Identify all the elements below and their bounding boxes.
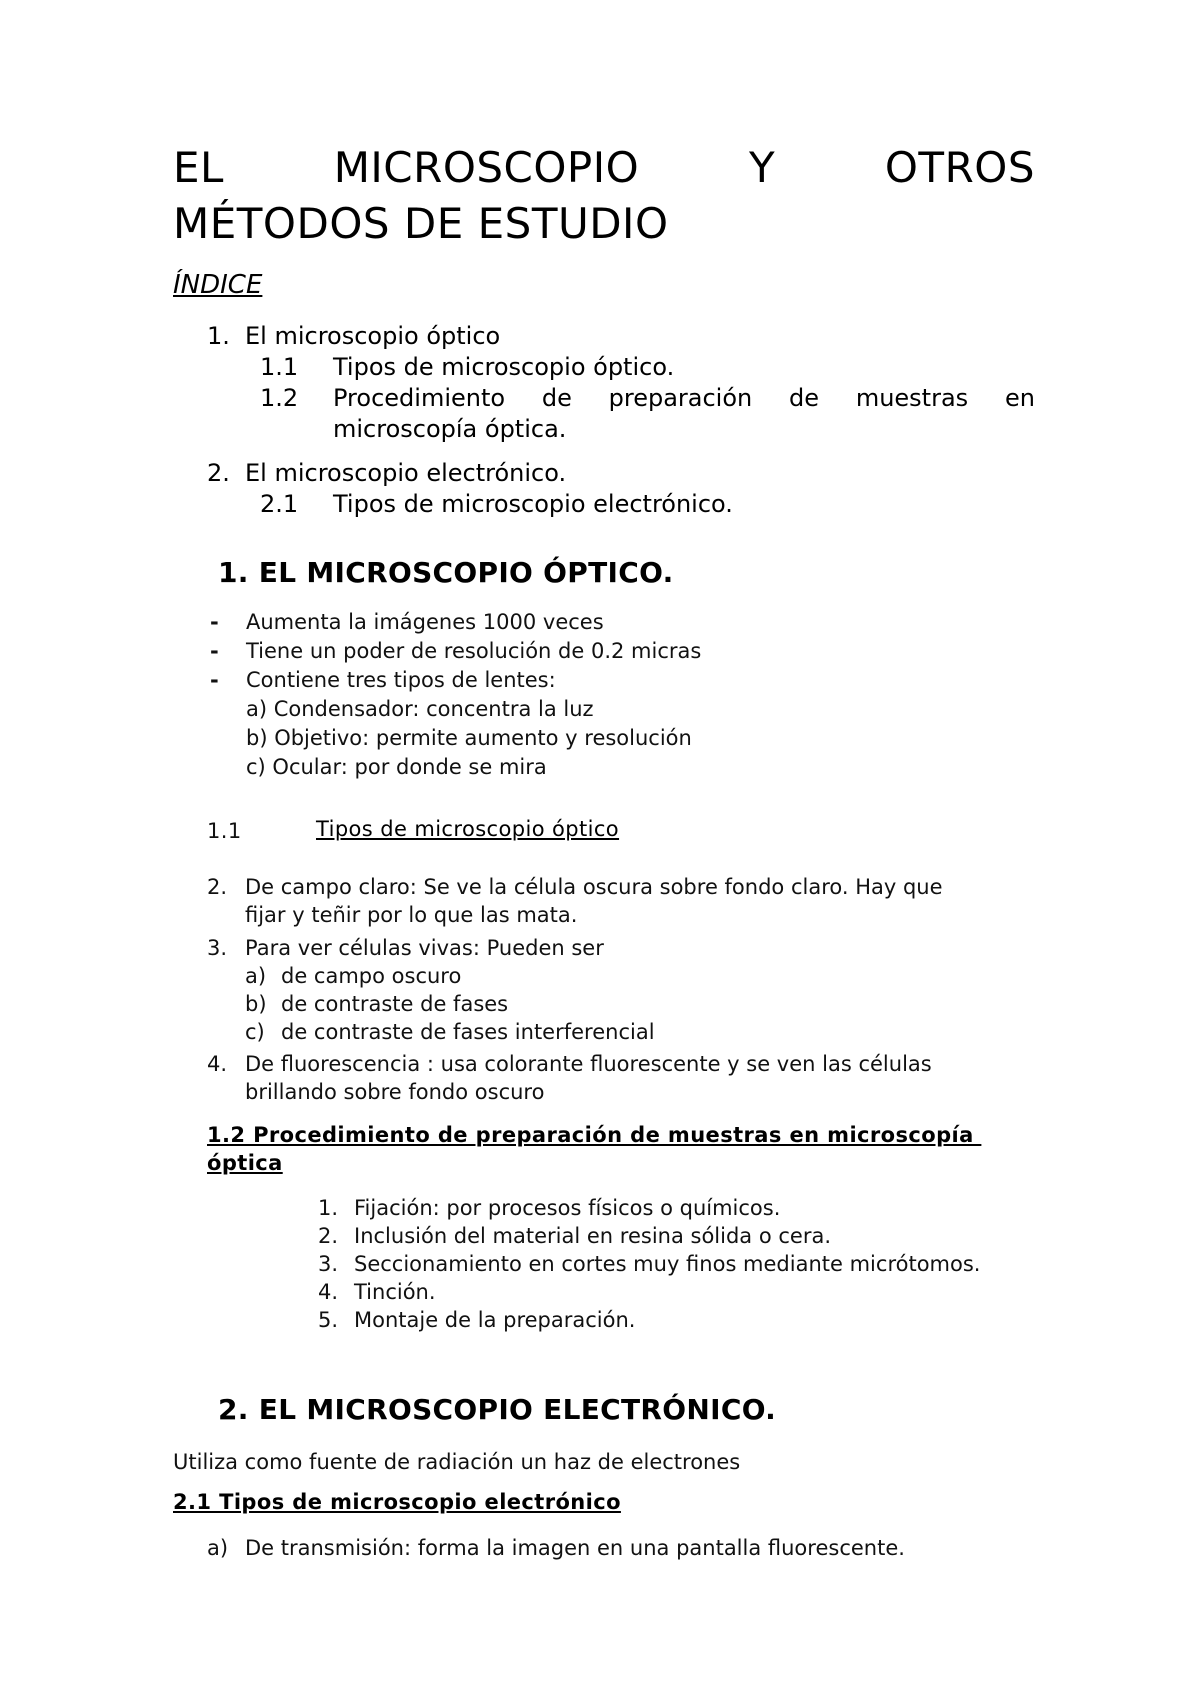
numbered-item bbox=[207, 934, 604, 962]
dash-marker: - bbox=[210, 639, 219, 663]
item-text: De transmisión: forma la imagen en una pantalla fluorescente. bbox=[245, 1536, 905, 1560]
index-label: ÍNDICE bbox=[173, 270, 263, 300]
lettered-subitem bbox=[245, 1018, 655, 1046]
step-number: 2. bbox=[318, 1224, 339, 1248]
item-text: De fluorescencia : usa colorante fluorescente y se ven las células bbox=[245, 1052, 932, 1076]
toc-item bbox=[207, 321, 500, 352]
step-text: Seccionamiento en cortes muy finos mediante micrótomos. bbox=[354, 1252, 981, 1276]
subsection-title: 2.1 Tipos de microscopio electrónico bbox=[173, 1490, 621, 1514]
subsection-title: Tipos de microscopio óptico bbox=[316, 817, 620, 841]
step-text: Tinción. bbox=[354, 1280, 436, 1304]
step-number: 5. bbox=[318, 1308, 339, 1332]
toc-number: 2.1 bbox=[260, 490, 299, 518]
numbered-item-continuation: fijar y teñir por lo que las mata. bbox=[245, 903, 578, 927]
toc-item bbox=[207, 458, 566, 489]
procedure-step bbox=[318, 1250, 980, 1278]
item-text: De campo claro: Se ve la célula oscura sobre fondo claro. Hay que bbox=[245, 875, 943, 899]
lettered-subitem bbox=[245, 990, 508, 1018]
subsection-title: 1.2 Procedimiento de preparación de muestras en microscopía bbox=[207, 1123, 982, 1147]
lens-item: b) Objetivo: permite aumento y resolución bbox=[246, 726, 692, 750]
subsection-title-continuation: óptica bbox=[207, 1151, 283, 1175]
title-word: MICROSCOPIO bbox=[333, 143, 640, 192]
step-text: Montaje de la preparación. bbox=[354, 1308, 636, 1332]
toc-item bbox=[260, 489, 733, 520]
toc-word: de bbox=[789, 384, 820, 412]
step-text: Inclusión del material en resina sólida o cera. bbox=[354, 1224, 832, 1248]
lettered-subitem bbox=[245, 962, 461, 990]
toc-number: 1.2 bbox=[260, 384, 299, 412]
item-text: de contraste de fases interferencial bbox=[281, 1020, 655, 1044]
lens-item: c) Ocular: por donde se mira bbox=[246, 755, 547, 779]
bullet-text: Contiene tres tipos de lentes: bbox=[246, 668, 556, 692]
title-word: EL bbox=[173, 143, 224, 192]
item-text: de contraste de fases bbox=[281, 992, 509, 1016]
numbered-item bbox=[207, 1050, 932, 1078]
toc-number: 2. bbox=[207, 459, 230, 487]
bullet-text: Aumenta la imágenes 1000 veces bbox=[246, 610, 604, 634]
title-word: Y bbox=[748, 143, 776, 192]
bullet-text: Tiene un poder de resolución de 0.2 micras bbox=[246, 639, 702, 663]
section-heading: 1. EL MICROSCOPIO ÓPTICO. bbox=[218, 556, 674, 589]
procedure-step bbox=[318, 1278, 436, 1306]
step-text: Fijación: por procesos físicos o químicos. bbox=[354, 1196, 781, 1220]
toc-word: muestras bbox=[855, 384, 969, 412]
lettered-item bbox=[207, 1534, 905, 1562]
document-title-line-1 bbox=[173, 140, 1035, 196]
item-number: 4. bbox=[207, 1052, 228, 1076]
toc-word: Procedimiento bbox=[333, 384, 506, 412]
title-word: OTROS bbox=[884, 143, 1035, 192]
toc-text: Tipos de microscopio óptico. bbox=[333, 353, 675, 381]
procedure-step bbox=[318, 1222, 831, 1250]
toc-item bbox=[260, 352, 674, 383]
item-letter: b) bbox=[245, 992, 267, 1016]
item-text: Para ver células vivas: Pueden ser bbox=[245, 936, 604, 960]
numbered-item-continuation: brillando sobre fondo oscuro bbox=[245, 1080, 545, 1104]
toc-word: en bbox=[1004, 384, 1035, 412]
item-letter: c) bbox=[245, 1020, 265, 1044]
item-text: de campo oscuro bbox=[281, 964, 462, 988]
bullet-item bbox=[210, 637, 701, 665]
step-number: 3. bbox=[318, 1252, 339, 1276]
procedure-step bbox=[318, 1194, 780, 1222]
numbered-item bbox=[207, 873, 943, 901]
toc-number: 1. bbox=[207, 322, 230, 350]
dash-marker: - bbox=[210, 610, 219, 634]
toc-item-continuation: microscopía óptica. bbox=[333, 415, 567, 443]
bullet-item bbox=[210, 608, 604, 636]
dash-marker: - bbox=[210, 668, 219, 692]
document-title-line-2: MÉTODOS DE ESTUDIO bbox=[173, 199, 669, 248]
toc-text: El microscopio electrónico. bbox=[245, 459, 567, 487]
item-letter: a) bbox=[245, 964, 267, 988]
step-number: 4. bbox=[318, 1280, 339, 1304]
toc-number: 1.1 bbox=[260, 353, 299, 381]
toc-text: Tipos de microscopio electrónico. bbox=[333, 490, 733, 518]
item-letter: a) bbox=[207, 1536, 229, 1560]
lens-item: a) Condensador: concentra la luz bbox=[246, 697, 594, 721]
item-number: 2. bbox=[207, 875, 228, 899]
subsection-number: 1.1 bbox=[207, 819, 242, 843]
section-heading: 2. EL MICROSCOPIO ELECTRÓNICO. bbox=[218, 1393, 777, 1426]
toc-text: El microscopio óptico bbox=[245, 322, 501, 350]
toc-word: preparación bbox=[608, 384, 753, 412]
item-number: 3. bbox=[207, 936, 228, 960]
step-number: 1. bbox=[318, 1196, 339, 1220]
section-intro: Utiliza como fuente de radiación un haz de electrones bbox=[173, 1450, 741, 1474]
bullet-item bbox=[210, 666, 556, 694]
toc-item bbox=[260, 383, 1035, 414]
toc-word: de bbox=[541, 384, 572, 412]
procedure-step bbox=[318, 1306, 635, 1334]
